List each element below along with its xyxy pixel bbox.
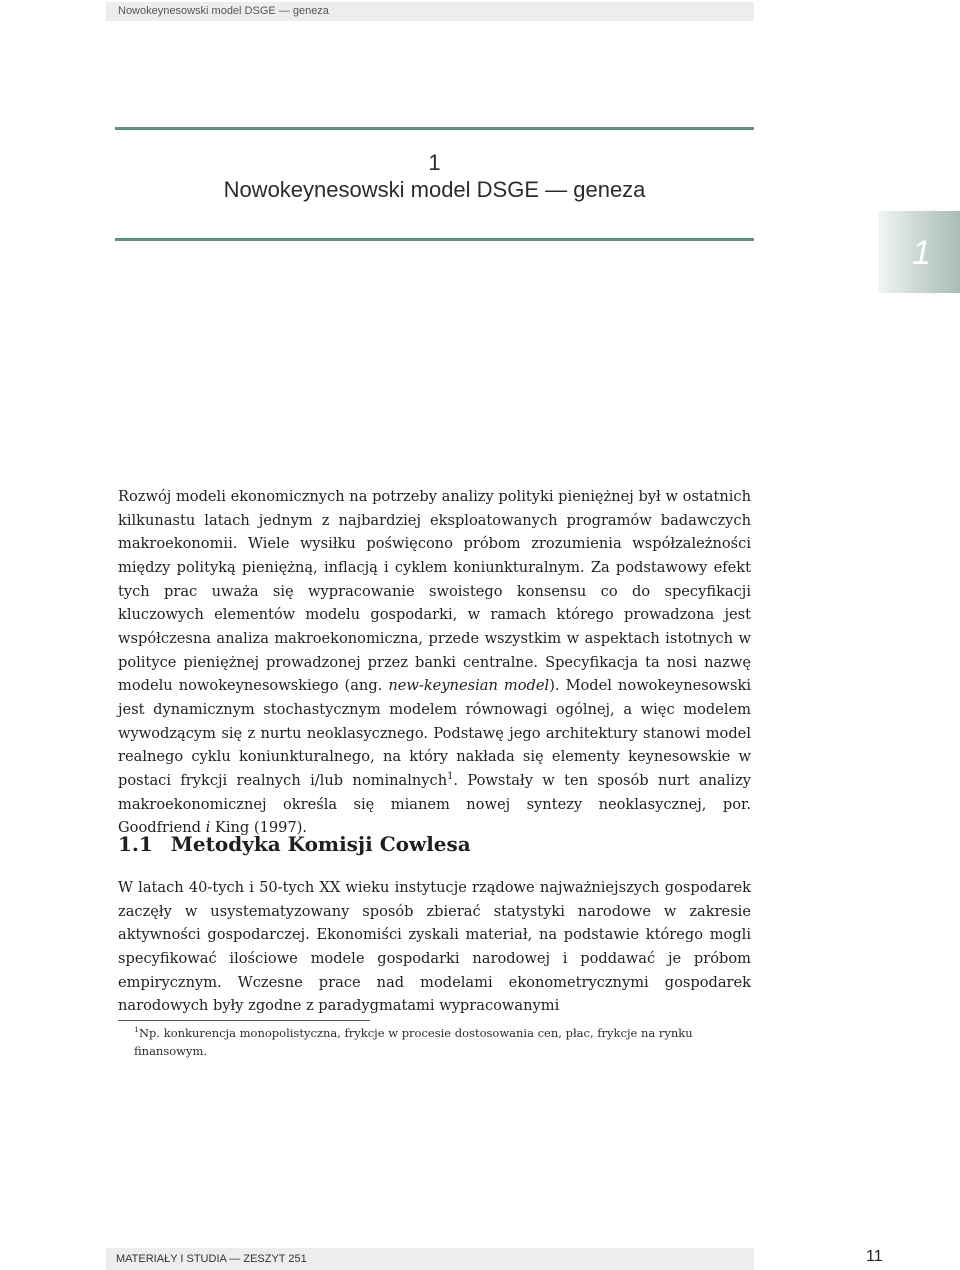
section-number: 1.1 <box>118 832 153 856</box>
footnote-rule <box>118 1020 370 1021</box>
page-number: 11 <box>866 1248 883 1265</box>
intro-text-4: King (1997). <box>210 819 308 837</box>
chapter-number: 1 <box>428 150 441 175</box>
footer-journal: MATERIAŁY I STUDIA — ZESZYT 251 <box>106 1248 754 1270</box>
intro-italic-i: i <box>205 819 211 837</box>
running-header: Nowokeynesowski model DSGE — geneza <box>106 2 754 21</box>
chapter-rule-bottom <box>115 238 754 241</box>
intro-text-3: . Powstały w ten sposób nurt analizy makroekonomicznej określa się mianem nowej syntezy neoklasycznej, por. Goodfriend <box>118 771 752 837</box>
footnote-mark: 1 <box>134 1025 139 1035</box>
chapter-thumb-tab <box>878 211 960 293</box>
thumb-tab-number: 1 <box>912 234 931 272</box>
section-paragraph: W latach 40-tych i 50-tych XX wieku instytucje rządowe najważniejszych gospodarek zaczęły w usystematyzowany sposób zbierać statystyki narodowe w zakresie aktywności gospodarczej. Ekonomiści zyskali materiał, na podstawie którego mogli specyfikować ilościowe modele gospodarki narodowej i poddawać je próbom empirycznym. Wczesne prace nad modelami ekonometrycznymi gospodarek narodowych były zgodne z paradygmatami wypracowanymi <box>118 879 751 1015</box>
footnote-text: Np. konkurencja monopolistyczna, frykcje w procesie dostosowania cen, płac, frykcje na rynku finansowym. <box>134 1026 693 1058</box>
section-heading <box>118 829 471 859</box>
footnote <box>134 1024 754 1060</box>
intro-text-2: ). Model nowokeynesowski jest dynamicznym stochastycznym modelem równowagi ogólnej, a więc modelem wywodzącym się z nurtu neoklasycznego. Podstawę jego architektury stanowi model realnego cyklu koniunkturalnego, na który nakłada się elementy keynesowskie w postaci frykcji realnych i/lub nominalnych <box>118 677 751 789</box>
chapter-rule-top <box>115 127 754 130</box>
chapter-title: Nowokeynesowski model DSGE — geneza <box>223 177 646 202</box>
intro-paragraph <box>118 485 751 840</box>
intro-text-1: Rozwój modeli ekonomicznych na potrzeby analizy polityki pieniężnej był w ostatnich kilkunastu latach jednym z najbardziej eksploatowanych programów badawczych makroekonomii. Wiele wysiłku poświęcono próbom zrozumienia współzależności między polityką pieniężną, inflacją i cyklem koniunkturalnym. Za podstawowy efekt tych prac uważa się wypracowanie swoistego konsensu co do specyfikacji kluczowych elementów modelu gospodarki, w ramach którego prowadzona jest współczesna analiza makroekonomiczna, przede wszystkim w aspektach istotnych w polityce pieniężnej prowadzonej przez banki centralne. Specyfikacja ta nosi nazwę modelu nowokeynesowskiego (ang. <box>118 488 751 695</box>
footnote-reference: 1 <box>447 771 454 783</box>
section-title: Metodyka Komisji Cowlesa <box>170 832 471 856</box>
intro-italic-term: new-keynesian model <box>388 677 550 695</box>
